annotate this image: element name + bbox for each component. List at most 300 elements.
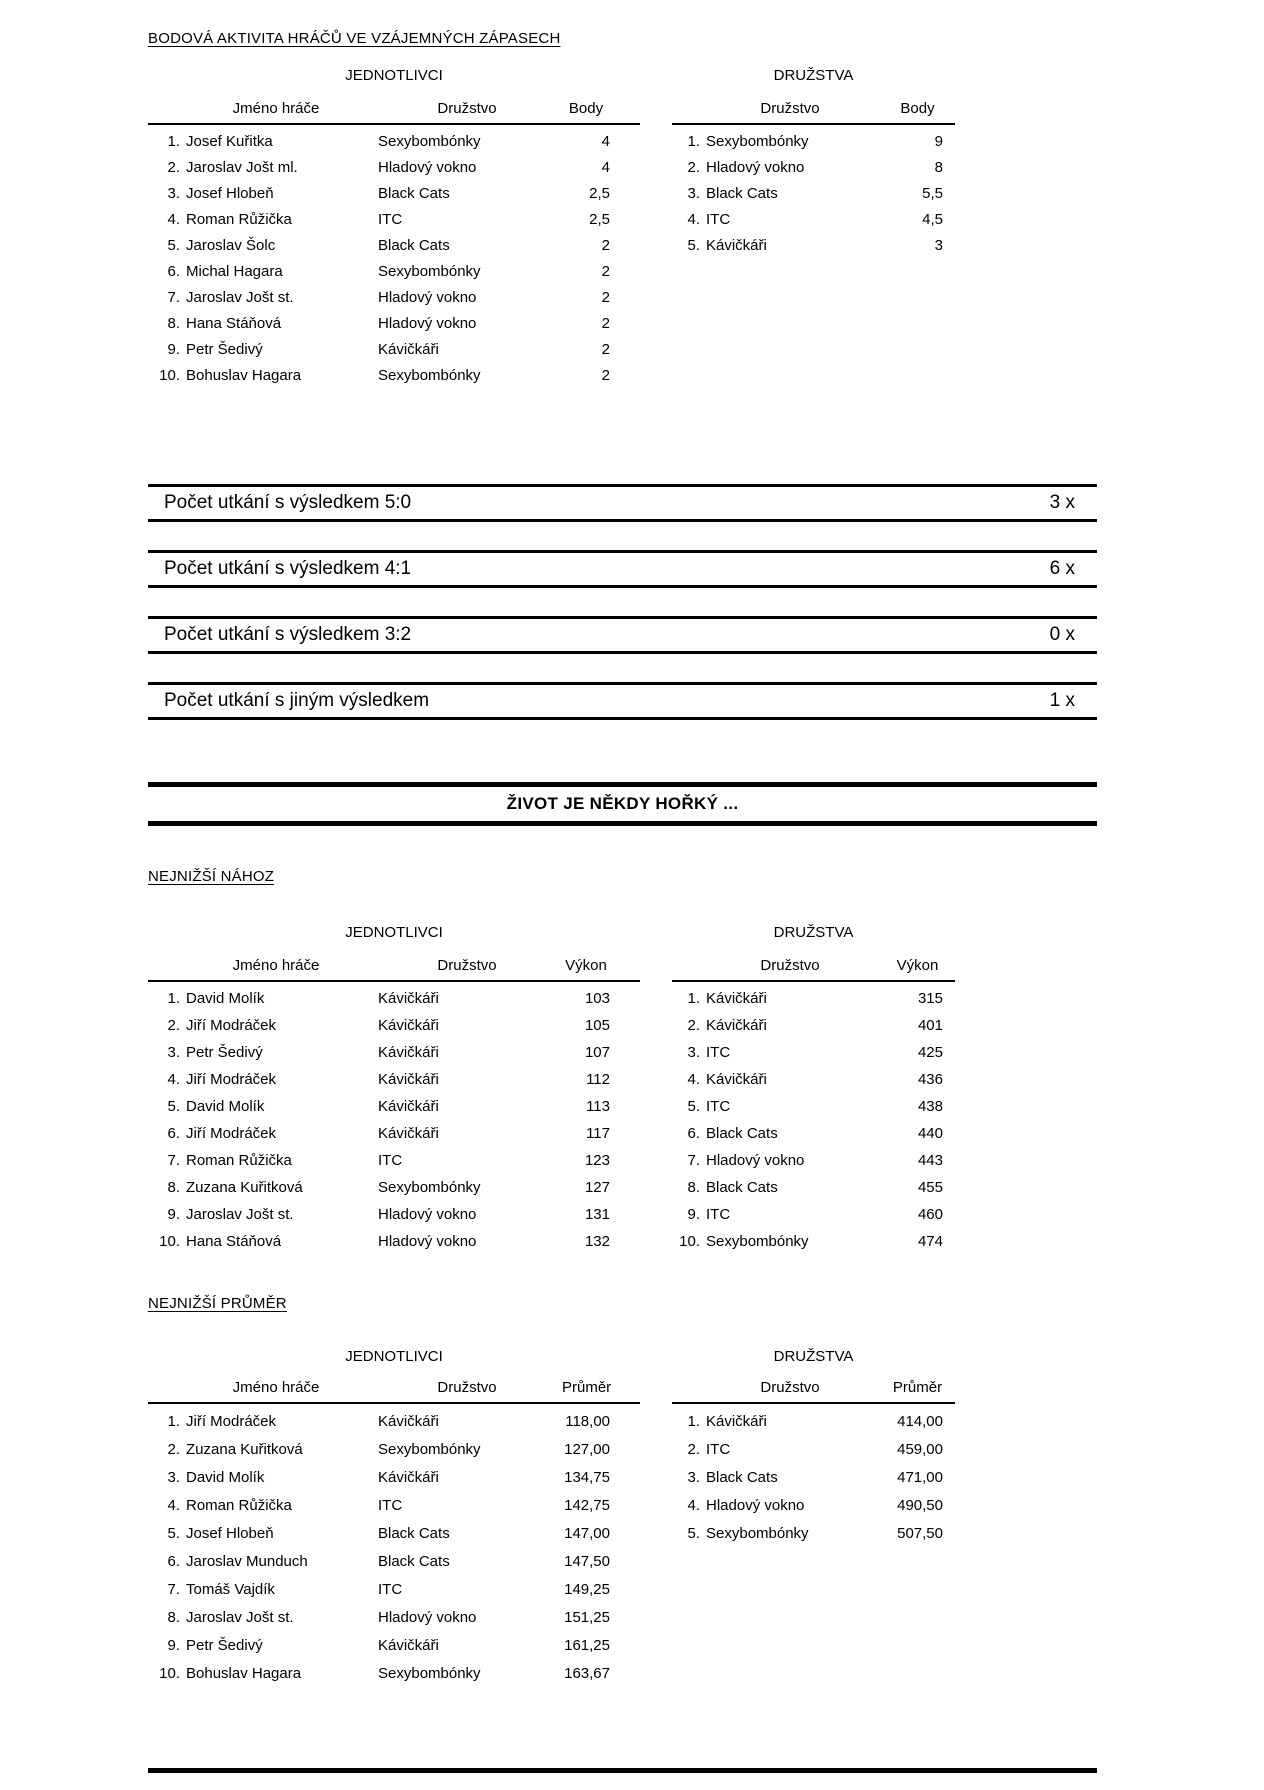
section-nejnizsi-nahoz — [148, 868, 1097, 1255]
table-body — [672, 1404, 955, 1547]
player-name: Jaroslav Jošt ml. — [186, 158, 298, 176]
row-rank: 5. — [687, 1524, 700, 1542]
row-rank: 8. — [167, 1179, 180, 1196]
row-value: 2 — [601, 236, 610, 254]
player-name: Josef Hlobeň — [186, 1524, 274, 1542]
team-name: Black Cats — [706, 1125, 778, 1142]
row-rank: 7. — [687, 1152, 700, 1169]
team-name: ITC — [706, 1440, 731, 1458]
player-name: Petr Šedivý — [186, 1044, 263, 1061]
table-header-row — [672, 100, 955, 125]
player-row — [148, 985, 640, 1012]
player-name: Jaroslav Jošt st. — [186, 1608, 294, 1626]
column-headings — [148, 924, 1097, 941]
team-name: ITC — [378, 1580, 403, 1598]
row-value: 105 — [584, 1017, 610, 1034]
row-value: 117 — [586, 1125, 610, 1142]
player-name: Tomáš Vajdík — [186, 1580, 275, 1598]
team-name: Kávičkáři — [378, 340, 439, 358]
team-name: Black Cats — [378, 1552, 450, 1570]
team-name: ITC — [378, 1496, 403, 1514]
team-row — [672, 1039, 955, 1066]
player-name: Roman Růžička — [186, 210, 292, 228]
row-rank: 3. — [687, 184, 700, 202]
row-value: 123 — [584, 1152, 610, 1169]
row-value: 4 — [601, 132, 610, 150]
team-name: Kávičkáři — [706, 236, 767, 254]
team-name: ITC — [378, 1152, 403, 1169]
row-value: 103 — [584, 990, 610, 1007]
row-value: 132 — [584, 1233, 610, 1250]
row-rank: 5. — [167, 1098, 180, 1115]
row-value: 2 — [601, 288, 610, 306]
player-name: Roman Růžička — [186, 1152, 292, 1169]
team-name: ITC — [706, 210, 731, 228]
document-content — [148, 0, 1097, 1687]
row-rank: 4. — [687, 1071, 700, 1088]
banner-count: 6 x — [1049, 558, 1075, 579]
team-name: Kávičkáři — [378, 1412, 439, 1430]
col-header-team: Družstvo — [760, 1379, 820, 1396]
row-rank: 6. — [687, 1125, 700, 1142]
page-title: BODOVÁ AKTIVITA HRÁČŮ VE VZÁJEMNÝCH ZÁPASECH — [148, 30, 561, 47]
team-row — [672, 1174, 955, 1201]
row-value: 113 — [586, 1098, 610, 1115]
team-row — [672, 180, 955, 206]
row-value: 2,5 — [589, 184, 610, 202]
team-name: Kávičkáři — [378, 990, 439, 1007]
player-row — [148, 1491, 640, 1519]
team-name: Kávičkáři — [378, 1071, 439, 1088]
table-header-row — [148, 957, 640, 982]
row-value: 127 — [584, 1179, 610, 1196]
team-name: Kávičkáři — [378, 1125, 439, 1142]
team-name: Sexybombónky — [378, 1179, 481, 1196]
row-rank: 9. — [167, 340, 180, 358]
team-row — [672, 1228, 955, 1255]
row-value: 118,00 — [565, 1412, 610, 1430]
column-gap — [640, 67, 672, 84]
section-nejnizsi-prumer — [148, 1295, 1097, 1687]
row-value: 401 — [917, 1017, 943, 1034]
row-value: 455 — [917, 1179, 943, 1196]
row-rank: 6. — [167, 262, 180, 280]
player-row — [148, 128, 640, 154]
row-rank: 10. — [159, 1233, 180, 1250]
row-value: 3 — [934, 236, 943, 254]
team-name: Black Cats — [378, 184, 450, 202]
row-rank: 6. — [167, 1125, 180, 1142]
row-rank: 5. — [687, 1098, 700, 1115]
team-name: Kávičkáři — [378, 1098, 439, 1115]
column-gap — [640, 1348, 672, 1365]
team-name: Black Cats — [706, 1179, 778, 1196]
row-value: 127,00 — [564, 1440, 610, 1458]
section-bodova-aktivita — [148, 67, 1097, 388]
team-name: Sexybombónky — [378, 1440, 481, 1458]
banner-label: Počet utkání s výsledkem 3:2 — [164, 624, 412, 645]
row-value: 149,25 — [564, 1580, 610, 1598]
player-name: Hana Stáňová — [186, 314, 282, 332]
player-name: Hana Stáňová — [186, 1233, 282, 1250]
team-name: Kávičkáři — [378, 1636, 439, 1654]
divider-title: ŽIVOT JE NĚKDY HOŘKÝ ... — [506, 794, 739, 813]
row-rank: 3. — [167, 184, 180, 202]
row-value: 5,5 — [922, 184, 943, 202]
team-name: Hladový vokno — [378, 1608, 477, 1626]
player-row — [148, 1228, 640, 1255]
result-banners — [148, 484, 1097, 720]
team-name: Black Cats — [706, 1468, 778, 1486]
player-row — [148, 1066, 640, 1093]
team-row — [672, 128, 955, 154]
tables-row — [148, 957, 1097, 1255]
row-rank: 5. — [687, 236, 700, 254]
row-value: 425 — [917, 1044, 943, 1061]
player-row — [148, 1435, 640, 1463]
row-rank: 2. — [687, 1440, 700, 1458]
col-header-team: Družstvo — [760, 100, 820, 117]
team-name: ITC — [706, 1044, 731, 1061]
row-rank: 1. — [687, 990, 700, 1007]
row-rank: 3. — [687, 1044, 700, 1061]
row-rank: 10. — [679, 1233, 700, 1250]
team-name: Hladový vokno — [378, 288, 477, 306]
row-value: 2 — [601, 314, 610, 332]
row-value: 4 — [601, 158, 610, 176]
row-value: 107 — [584, 1044, 610, 1061]
team-row — [672, 1435, 955, 1463]
row-value: 474 — [917, 1233, 943, 1250]
row-value: 131 — [584, 1206, 610, 1223]
row-value: 2 — [601, 366, 610, 384]
result-count-banner — [148, 616, 1097, 654]
player-row — [148, 362, 640, 388]
team-row — [672, 985, 955, 1012]
team-name: Sexybombónky — [706, 1524, 809, 1542]
player-name: David Molík — [186, 990, 265, 1007]
result-count-banner — [148, 682, 1097, 720]
player-row — [148, 1147, 640, 1174]
table-body — [148, 125, 640, 388]
player-name: Jaroslav Jošt st. — [186, 288, 294, 306]
table-body — [148, 982, 640, 1255]
player-name: David Molík — [186, 1468, 265, 1486]
player-row — [148, 1575, 640, 1603]
row-rank: 1. — [687, 1412, 700, 1430]
player-name: Bohuslav Hagara — [186, 366, 302, 384]
row-rank: 10. — [159, 1664, 180, 1682]
col-header-name: Jméno hráče — [232, 1379, 320, 1396]
col-header-team: Družstvo — [437, 100, 497, 117]
row-rank: 4. — [687, 210, 700, 228]
row-rank: 2. — [167, 158, 180, 176]
individuals-table — [148, 100, 640, 388]
col-header-team: Družstvo — [437, 1379, 497, 1396]
team-name: Kávičkáři — [706, 990, 767, 1007]
col-header-value: Průměr — [892, 1379, 943, 1396]
table-body — [672, 125, 955, 258]
teams-table — [672, 100, 955, 258]
player-row — [148, 1174, 640, 1201]
table-header-row — [672, 1379, 955, 1404]
team-row — [672, 1407, 955, 1435]
player-name: Jiří Modráček — [186, 1412, 277, 1430]
row-rank: 3. — [167, 1468, 180, 1486]
team-row — [672, 1066, 955, 1093]
player-name: Jaroslav Jošt st. — [186, 1206, 294, 1223]
player-row — [148, 154, 640, 180]
row-value: 438 — [917, 1098, 943, 1115]
row-rank: 2. — [167, 1017, 180, 1034]
team-name: Hladový vokno — [706, 1496, 805, 1514]
row-rank: 6. — [167, 1552, 180, 1570]
player-row — [148, 1093, 640, 1120]
row-rank: 2. — [687, 158, 700, 176]
row-value: 163,67 — [564, 1664, 610, 1682]
player-row — [148, 1603, 640, 1631]
row-rank: 8. — [167, 1608, 180, 1626]
row-value: 147,00 — [564, 1524, 610, 1542]
banner-count: 3 x — [1049, 492, 1075, 513]
row-rank: 5. — [167, 236, 180, 254]
col-header-name: Jméno hráče — [232, 957, 320, 974]
row-value: 8 — [934, 158, 943, 176]
team-row — [672, 1120, 955, 1147]
row-rank: 3. — [167, 1044, 180, 1061]
column-headings — [148, 1348, 1097, 1365]
table-body — [148, 1404, 640, 1687]
row-value: 2,5 — [589, 210, 610, 228]
team-name: Kávičkáři — [706, 1071, 767, 1088]
player-name: Michal Hagara — [186, 262, 283, 280]
player-row — [148, 336, 640, 362]
team-name: Sexybombónky — [706, 1233, 809, 1250]
row-rank: 4. — [167, 1071, 180, 1088]
player-name: Bohuslav Hagara — [186, 1664, 302, 1682]
team-name: Kávičkáři — [706, 1412, 767, 1430]
row-rank: 4. — [167, 210, 180, 228]
team-name: Hladový vokno — [706, 1152, 805, 1169]
player-row — [148, 1039, 640, 1066]
team-name: Kávičkáři — [706, 1017, 767, 1034]
col-header-team: Družstvo — [760, 957, 820, 974]
row-rank: 1. — [167, 1412, 180, 1430]
team-name: Hladový vokno — [378, 1206, 477, 1223]
player-row — [148, 1631, 640, 1659]
player-row — [148, 284, 640, 310]
player-row — [148, 1463, 640, 1491]
team-row — [672, 1491, 955, 1519]
col-header-value: Výkon — [565, 957, 607, 974]
row-rank: 4. — [167, 1496, 180, 1514]
banner-label: Počet utkání s výsledkem 4:1 — [164, 558, 412, 579]
divider-title-banner — [148, 782, 1097, 826]
team-row — [672, 1201, 955, 1228]
teams-heading: DRUŽSTVA — [773, 1348, 854, 1365]
player-name: Josef Kuřitka — [186, 132, 273, 150]
column-headings — [148, 67, 1097, 84]
player-row — [148, 1547, 640, 1575]
player-row — [148, 180, 640, 206]
row-rank: 7. — [167, 1152, 180, 1169]
row-value: 2 — [601, 340, 610, 358]
table-header-row — [148, 1379, 640, 1404]
row-rank: 9. — [167, 1206, 180, 1223]
player-row — [148, 1012, 640, 1039]
player-row — [148, 1201, 640, 1228]
player-name: Jiří Modráček — [186, 1125, 277, 1142]
column-gap — [640, 924, 672, 941]
row-rank: 9. — [687, 1206, 700, 1223]
section-heading-nahoz: NEJNIŽŠÍ NÁHOZ — [148, 868, 275, 885]
row-value: 460 — [917, 1206, 943, 1223]
team-row — [672, 1093, 955, 1120]
individuals-table — [148, 957, 640, 1255]
row-rank: 7. — [167, 288, 180, 306]
team-name: Sexybombónky — [378, 1664, 481, 1682]
player-row — [148, 1519, 640, 1547]
row-rank: 1. — [167, 132, 180, 150]
row-value: 436 — [917, 1071, 943, 1088]
row-value: 2 — [601, 262, 610, 280]
row-value: 9 — [934, 132, 943, 150]
section-heading-prumer: NEJNIŽŠÍ PRŮMĚR — [148, 1295, 287, 1312]
player-name: Roman Růžička — [186, 1496, 292, 1514]
row-value: 151,25 — [564, 1608, 610, 1626]
player-name: Jiří Modráček — [186, 1071, 277, 1088]
team-name: Black Cats — [378, 236, 450, 254]
individuals-heading: JEDNOTLIVCI — [345, 924, 443, 941]
row-value: 4,5 — [922, 210, 943, 228]
row-value: 471,00 — [897, 1468, 943, 1486]
bottom-divider — [148, 1768, 1097, 1773]
team-name: ITC — [378, 210, 403, 228]
row-value: 414,00 — [897, 1412, 943, 1430]
team-name: Hladový vokno — [378, 1233, 477, 1250]
result-count-banner — [148, 484, 1097, 522]
row-value: 440 — [917, 1125, 943, 1142]
banner-count: 1 x — [1049, 690, 1075, 711]
player-row — [148, 1407, 640, 1435]
tables-row — [148, 100, 1097, 388]
teams-heading: DRUŽSTVA — [773, 924, 854, 941]
team-name: Sexybombónky — [378, 132, 481, 150]
player-row — [148, 1120, 640, 1147]
individuals-heading: JEDNOTLIVCI — [345, 67, 443, 84]
result-count-banner — [148, 550, 1097, 588]
row-value: 142,75 — [564, 1496, 610, 1514]
team-name: Hladový vokno — [378, 314, 477, 332]
teams-table — [672, 1379, 955, 1547]
row-value: 147,50 — [564, 1552, 610, 1570]
team-row — [672, 1147, 955, 1174]
team-row — [672, 206, 955, 232]
col-header-value: Body — [568, 100, 604, 117]
row-rank: 4. — [687, 1496, 700, 1514]
team-row — [672, 1012, 955, 1039]
team-name: Hladový vokno — [706, 158, 805, 176]
team-name: Black Cats — [706, 184, 778, 202]
player-name: Jaroslav Munduch — [186, 1552, 308, 1570]
col-header-name: Jméno hráče — [232, 100, 320, 117]
row-rank: 1. — [167, 990, 180, 1007]
banner-label: Počet utkání s výsledkem 5:0 — [164, 492, 412, 513]
row-value: 507,50 — [897, 1524, 943, 1542]
player-name: Josef Hlobeň — [186, 184, 274, 202]
team-name: Kávičkáři — [378, 1468, 439, 1486]
row-value: 112 — [586, 1071, 610, 1088]
player-name: Jaroslav Šolc — [186, 236, 276, 254]
team-name: Black Cats — [378, 1524, 450, 1542]
team-name: Kávičkáři — [378, 1017, 439, 1034]
banner-count: 0 x — [1049, 624, 1075, 645]
player-name: Zuzana Kuřitková — [186, 1179, 303, 1196]
team-row — [672, 1519, 955, 1547]
row-value: 443 — [917, 1152, 943, 1169]
row-rank: 2. — [167, 1440, 180, 1458]
individuals-table — [148, 1379, 640, 1687]
team-name: Kávičkáři — [378, 1044, 439, 1061]
player-name: Jiří Modráček — [186, 1017, 277, 1034]
row-rank: 8. — [167, 314, 180, 332]
row-value: 161,25 — [564, 1636, 610, 1654]
player-row — [148, 1659, 640, 1687]
team-name: Hladový vokno — [378, 158, 477, 176]
team-row — [672, 1463, 955, 1491]
player-row — [148, 258, 640, 284]
row-rank: 3. — [687, 1468, 700, 1486]
row-value: 315 — [917, 990, 943, 1007]
player-row — [148, 232, 640, 258]
row-rank: 8. — [687, 1179, 700, 1196]
team-row — [672, 154, 955, 180]
banner-label: Počet utkání s jiným výsledkem — [164, 690, 430, 711]
row-value: 459,00 — [897, 1440, 943, 1458]
row-rank: 9. — [167, 1636, 180, 1654]
player-name: Zuzana Kuřitková — [186, 1440, 303, 1458]
player-row — [148, 206, 640, 232]
row-rank: 2. — [687, 1017, 700, 1034]
player-name: Petr Šedivý — [186, 340, 263, 358]
row-value: 134,75 — [564, 1468, 610, 1486]
player-name: David Molík — [186, 1098, 265, 1115]
col-header-value: Průměr — [562, 1379, 612, 1396]
col-header-value: Body — [900, 100, 935, 117]
team-name: Sexybombónky — [378, 366, 481, 384]
table-body — [672, 982, 955, 1255]
player-name: Petr Šedivý — [186, 1636, 263, 1654]
team-row — [672, 232, 955, 258]
table-header-row — [672, 957, 955, 982]
row-value: 490,50 — [897, 1496, 943, 1514]
row-rank: 10. — [159, 366, 180, 384]
row-rank: 5. — [167, 1524, 180, 1542]
row-rank: 1. — [687, 132, 700, 150]
player-row — [148, 310, 640, 336]
team-name: ITC — [706, 1098, 731, 1115]
individuals-heading: JEDNOTLIVCI — [345, 1348, 443, 1365]
teams-table — [672, 957, 955, 1255]
team-name: ITC — [706, 1206, 731, 1223]
team-name: Sexybombónky — [378, 262, 481, 280]
col-header-value: Výkon — [896, 957, 939, 974]
tables-row — [148, 1379, 1097, 1687]
teams-heading: DRUŽSTVA — [773, 67, 854, 84]
col-header-team: Družstvo — [437, 957, 497, 974]
table-header-row — [148, 100, 640, 125]
row-rank: 7. — [167, 1580, 180, 1598]
